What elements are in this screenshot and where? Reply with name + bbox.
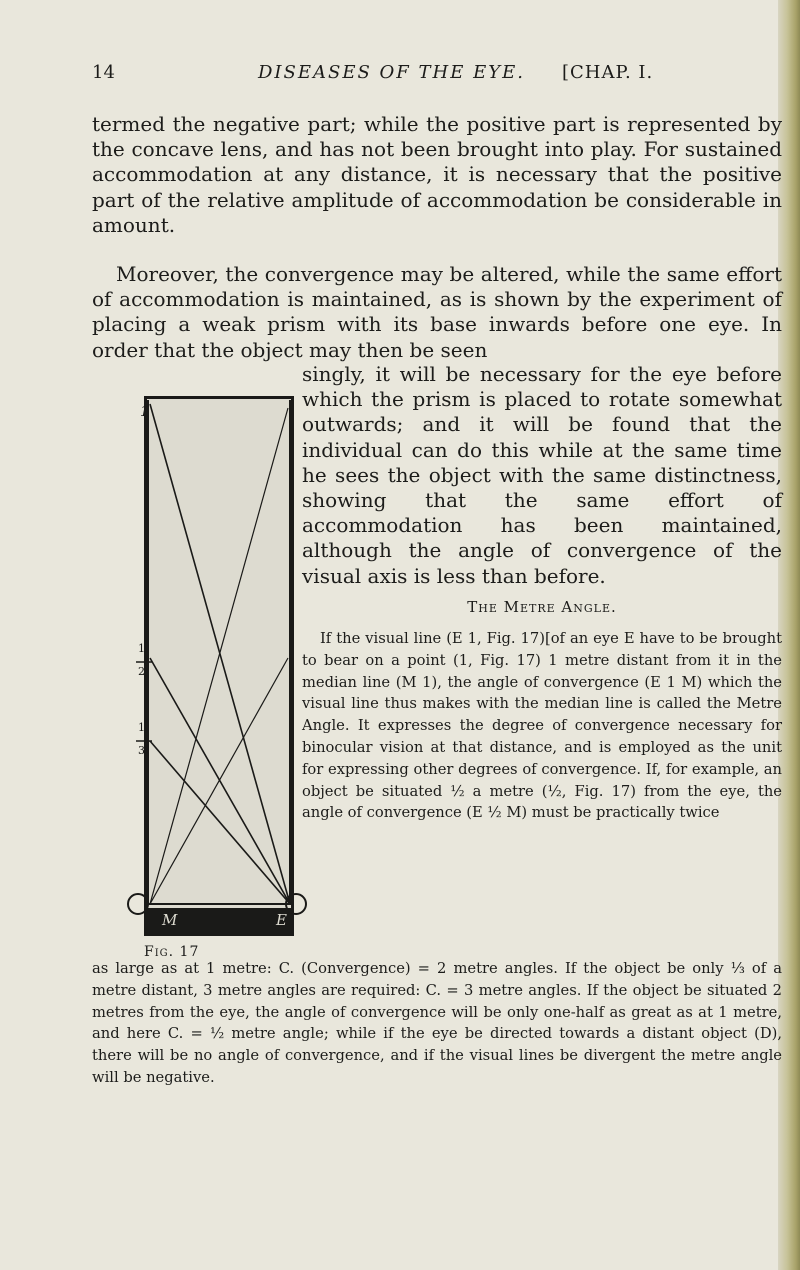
paragraph-negative-part: termed the negative part; while the positive part is represented by the concave lens, and has not been brought into play. For sustained accommodation at any distance, it is necessary that the positive part of the relative amplitude of accommodation be considerable in amount.: [92, 112, 782, 237]
running-title: DISEASES OF THE EYE.: [258, 62, 525, 83]
label-third-num: 1: [138, 721, 145, 734]
figure-17-diagram: [138, 396, 294, 936]
chapter-marker: [CHAP. I.: [562, 62, 654, 83]
figure-inner-panel: [147, 399, 291, 933]
paragraph-moreover-wrap: singly, it will be necessary for the eye before which the prism is placed to rotate somewhat outwards; and it will be found that the individual can do this while at the same time he sees the object with the same distinctness, showing that the same effort of accommodation has been maintained, although the angle of convergence of the visual axis is less than before.: [302, 362, 782, 588]
label-half-num: 1: [138, 642, 145, 655]
running-header: [0, 62, 800, 92]
label-one: 1: [140, 404, 149, 420]
label-third-den: 3: [138, 744, 145, 757]
paragraph-moreover: Moreover, the convergence may be altered, while the same effort of accommodation is maintained, as is shown by the experiment of placing a weak prism with its base inwards before one eye. In order that the object may then be seen: [92, 262, 782, 362]
paragraph-metre-angle-cont: as large as at 1 metre: C. (Convergence) = 2 metre angles. If the object be only ⅓ of a metre distant, 3 metre angles are required: C. = 3 metre angles. If the object be situated 2 metres from the eye, the angle of convergence will be only one-half as great as at 1 metre, and here C. = ½ metre angle; while if the eye be directed towards a distant object (D), there will be no angle of convergence, and if the visual lines be divergent the metre angle will be negative.: [92, 960, 782, 1086]
section-heading: The Metre Angle.: [467, 598, 617, 616]
label-M: M: [162, 911, 178, 929]
figure-caption: Fig. 17: [144, 944, 200, 960]
label-E: E: [276, 911, 287, 929]
page-number: 14: [92, 62, 115, 83]
label-half-den: 2: [138, 665, 145, 678]
paragraph-metre-angle: If the visual line (E 1, Fig. 17)[of an eye E have to be brought to bear on a point (1, Fig. 17) 1 metre distant from it in the median line (M 1), the angle of convergence (E 1 M) which the visual line thus makes with the median line is called the Metre Angle. It expresses the degree of convergence necessary for binocular vision at that distance, and is employed as the unit for expressing other degrees of convergence. If, for example, an object be situated ½ a metre (½, Fig. 17) from the eye, the angle of convergence (E ½ M) must be practically twice: [302, 630, 782, 822]
